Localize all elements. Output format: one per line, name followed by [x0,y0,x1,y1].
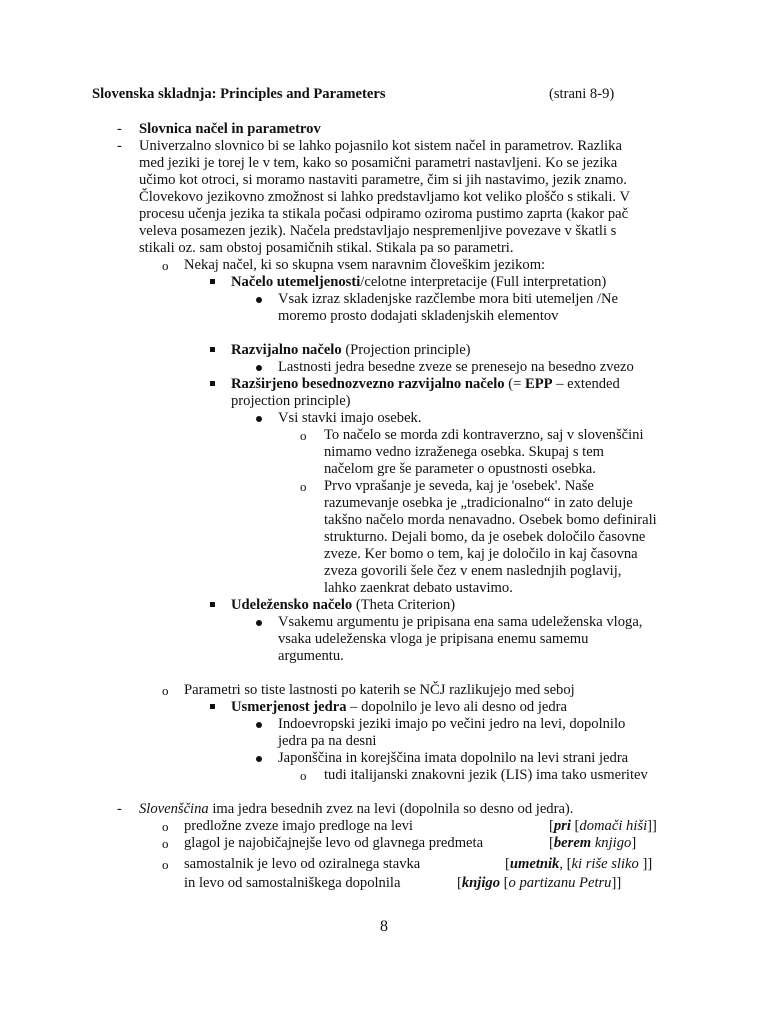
round-bullet [256,416,262,422]
list-line: samostalnik je levo od oziralnega stavka [184,856,421,872]
list-line: nimamo vedno izraženega osebka. Skupaj s tem [324,444,605,460]
example-complement: o partizanu Petru [508,875,612,891]
example-noun-complement [457,875,621,893]
example-relative [505,856,652,874]
bracket: ]] [647,818,657,834]
list-line: moremo prosto dodajati skladenjskih elementov [278,308,559,324]
square-bullet [210,704,215,709]
bracket: ]] [611,875,622,891]
principle-gloss: (Theta Criterion) [352,597,456,613]
bracket: [ [570,818,580,834]
paragraph-line: stikali oz. sam obstoj posamičnih stikal. Stikala pa so parametri. [139,240,514,256]
paragraph-line: Univerzalno slovnico bi se lahko pojasnilo kot sistem načel in parametrov. Razlika [139,138,622,154]
principle-epp [231,376,620,394]
slovene-summary [139,801,573,819]
bracket: [ [500,875,509,891]
principle-name: Razvijalno načelo [231,342,342,358]
example-complement: domači hiši [579,818,648,834]
dash-bullet: - [117,138,122,154]
example-complement: ki riše sliko [571,856,639,872]
circle-bullet: o [162,258,169,273]
list-line: Vsi stavki imajo osebek. [278,410,422,426]
paragraph-line: Človekovo jezikovno zmožnost si lahko predstavljamo kot veliko ploščo s stikali. V [139,189,630,205]
paragraph-line: procesu učenja jezika ta stikala počasi odpiramo oziroma pustimo zaprta (kakor pač [139,206,629,222]
list-line: glagol je najobičajnejše levo od glavnega predmeta [184,835,484,851]
list-line: projection principle) [231,393,351,409]
principle-name: Udeležensko načelo [231,597,353,613]
list-line: jedra pa na desni [278,733,377,749]
dash-bullet: - [117,121,122,137]
list-line: zveza govorili šele čez v enem naslednjih poglavij, [324,563,622,579]
list-line: To načelo se morda zdi kontraverzno, saj v slovenščini [324,427,644,443]
list-line: takšno načelo morda nenavadno. Osebek bomo definirali [324,512,657,528]
bracket: [ [549,818,554,834]
dash-bullet: - [117,801,122,817]
parameter-head-direction [231,699,567,717]
language-name: Slovenščina [139,801,209,817]
round-bullet [256,722,262,728]
parameter-gloss: – dopolnilo je levo ali desno od jedra [346,699,567,715]
bracket: , [ [559,856,572,872]
list-line: tudi italijanski znakovni jezik (LIS) ima tako usmeritev [324,767,648,783]
principle-full-interpretation [231,274,606,292]
list-line: lahko zaenkrat debato ustavimo. [324,580,513,596]
example-head: umetnik [509,856,560,872]
circle-bullet: o [162,857,169,872]
example-pp [549,818,657,836]
principles-intro: Nekaj načel, ki so skupna vsem naravnim človeškim jezikom: [184,257,546,273]
list-line: zveze. Ker bomo o tem, kaj je določilo in kaj časovna [324,546,638,562]
text-fragment: (= [504,376,525,392]
list-line: vsaka udeleženska vloga je pripisana enemu samemu [278,631,589,647]
example-head: berem [553,835,592,851]
section-heading: Slovnica načel in parametrov [139,121,321,137]
circle-bullet: o [162,683,169,698]
square-bullet [210,347,215,352]
square-bullet [210,381,215,386]
list-line: predložne zveze imajo predloge na levi [184,818,413,834]
principle-theta [231,597,455,615]
list-line: razumevanje osebka je „tradicionalno“ in zato deluje [324,495,633,511]
bracket: ] [631,835,637,851]
parameter-name: Usmerjenost jedra [231,699,347,715]
principle-gloss: (Projection principle) [341,342,471,358]
circle-bullet: o [300,479,307,494]
circle-bullet: o [300,428,307,443]
list-line: Japonščina in korejščina imata dopolnilo na levi strani jedra [278,750,629,766]
paragraph-line: veleva posamezen jezik). Načela predstavljajo nespremenljive povezave v škatli s [139,223,617,239]
bracket: [ [457,875,462,891]
list-line: in levo od samostalniškega dopolnila [184,875,401,891]
list-line: Indoevropski jeziki imajo po večini jedro na levi, dopolnilo [278,716,626,732]
example-head: pri [553,818,571,834]
paragraph-line: med jeziki je torej le v tem, kako so posamični parametri nastavljeni. Ko se jezika [139,155,618,171]
circle-bullet: o [162,819,169,834]
example-complement: knjigo [594,835,632,851]
parameters-intro: Parametri so tiste lastnosti po katerih se NČJ razlikujejo med seboj [184,682,575,698]
list-line: Lastnosti jedra besedne zveze se prenesejo na besedno zvezo [278,359,634,375]
round-bullet [256,756,262,762]
list-line: Vsak izraz skladenjske razčlembe mora biti utemeljen /Ne [278,291,618,307]
list-line: argumentu. [278,648,344,664]
page-range: (strani 8-9) [549,86,615,102]
page-number: 8 [380,918,388,935]
list-line: strukturno. Dejali bomo, da je osebek določilo časovne [324,529,646,545]
circle-bullet: o [162,836,169,851]
summary-text: ima jedra besednih zvez na levi (dopolnila so desno od jedra). [208,801,574,817]
round-bullet [256,620,262,626]
principle-name: Razširjeno besednozvezno razvijalno načelo [231,376,505,392]
bracket: [ [505,856,510,872]
paragraph-line: učimo kot otroci, si moramo nastaviti parametre, čim si jih nastavimo, jezik znamo. [139,172,627,188]
document-title: Slovenska skladnja: Principles and Parameters [92,86,386,102]
text-fragment: – extended [552,376,620,392]
epp-abbrev: EPP [524,376,553,392]
list-line: načelom gre še parameter o opustnosti osebka. [324,461,596,477]
square-bullet [210,602,215,607]
bracket: ]] [638,856,653,872]
round-bullet [256,297,262,303]
list-line: Vsakemu argumentu je pripisana ena sama udeleženska vloga, [278,614,643,630]
square-bullet [210,279,215,284]
circle-bullet: o [300,768,307,783]
example-head: knjigo [461,875,500,891]
round-bullet [256,365,262,371]
principle-gloss: /celotne interpretacije (Full interpretation) [360,274,607,290]
bracket: [ [549,835,554,851]
list-line: Prvo vprašanje je seveda, kaj je 'osebek'. Naše [324,478,594,494]
example-vp [549,835,636,853]
principle-name: Načelo utemeljenosti [231,274,361,290]
principle-projection [231,342,471,360]
